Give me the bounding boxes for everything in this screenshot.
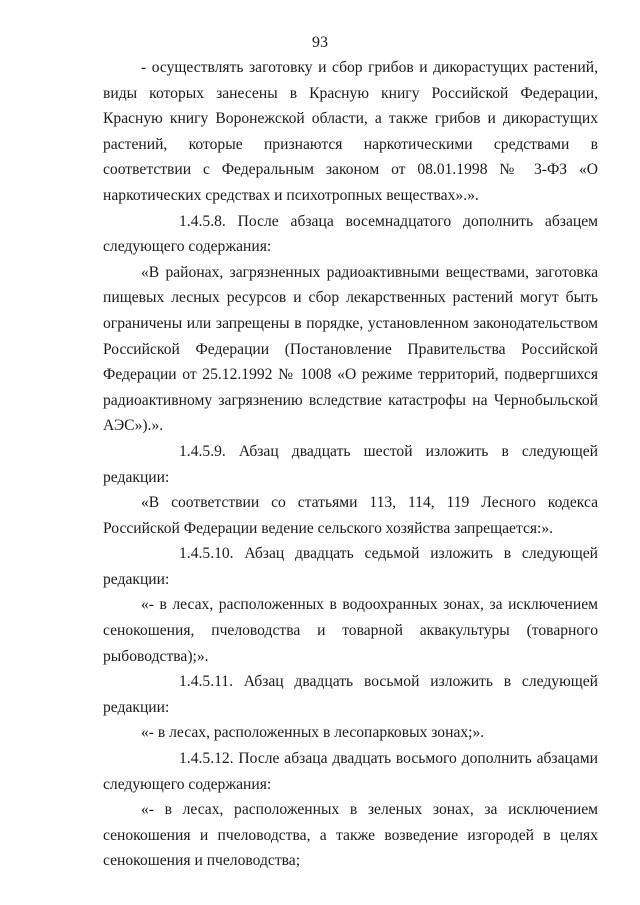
paragraph-radioactive-areas: «В районах, загрязненных радиоактивными веществами, заготовка пищевых лесных ресурсов и сбор лекарственных растений могут быть ограничены или запрещены в порядке, установленном законодательством Российской Федерации (Постановление Правительства Российской Федерации от 25.12.1992 № 1008 «О режиме территорий, подвергшихся радиоактивному загрязнению вследствие катастрофы на Чернобыльской АЭС»).». xyxy=(103,263,598,435)
item-number: 1.4.5.9. xyxy=(179,442,226,460)
item-text: После абзаца восемнадцатого дополнить абзацем следующего содержания: xyxy=(103,212,598,256)
item-number: 1.4.5.12. xyxy=(179,750,234,768)
item-number: 1.4.5.8. xyxy=(179,212,226,230)
item-text: После абзаца двадцать восьмого дополнить абзацами следующего содержания: xyxy=(103,750,598,793)
paragraph-water-protection-zones: «- в лесах, расположенных в водоохранных зонах, за исключением сенокошения, пчеловодства и товарной аквакультуры (товарного рыбоводства);». xyxy=(103,596,598,665)
paragraph-item-1-4-5-9 xyxy=(103,439,598,490)
paragraph-item-1-4-5-10 xyxy=(103,541,598,592)
item-number: 1.4.5.11. xyxy=(179,673,233,691)
item-text: Абзац двадцать шестой изложить в следующей редакции: xyxy=(103,442,598,486)
item-number: 1.4.5.10. xyxy=(179,545,234,563)
page-number: 93 xyxy=(312,34,328,51)
paragraph-item-1-4-5-8 xyxy=(103,209,598,260)
paragraph-item-1-4-5-12 xyxy=(103,746,598,797)
paragraph-forest-park-zones: «- в лесах, расположенных в лесопарковых зонах;». xyxy=(141,724,485,742)
paragraph-item-1-4-5-11 xyxy=(103,669,598,720)
item-text: Абзац двадцать восьмой изложить в следующей редакции: xyxy=(103,673,598,716)
paragraph-forest-code: «В соответствии со статьями 113, 114, 119 Лесного кодекса Российской Федерации ведение сельского хозяйства запрещается:». xyxy=(103,494,598,537)
item-text: Абзац двадцать седьмой изложить в следующей редакции: xyxy=(103,545,598,588)
paragraph-green-zones: «- в лесах, расположенных в зеленых зонах, за исключением сенокошения и пчеловодства, а также возведение изгородей в целях сенокошения и пчеловодства; xyxy=(103,801,598,870)
document-body xyxy=(103,55,598,874)
paragraph-gathering-restrictions: - осуществлять заготовку и сбор грибов и дикорастущих растений, виды которых занесены в Красную книгу Российской Федерации, Красную книгу Воронежской области, а также грибов и дикорастущих растений, которые признаются наркотическими средствами в соответствии с Федеральным законом от 08.01.1998 № 3-ФЗ «О наркотических средствах и психотропных веществах».». xyxy=(103,59,598,204)
